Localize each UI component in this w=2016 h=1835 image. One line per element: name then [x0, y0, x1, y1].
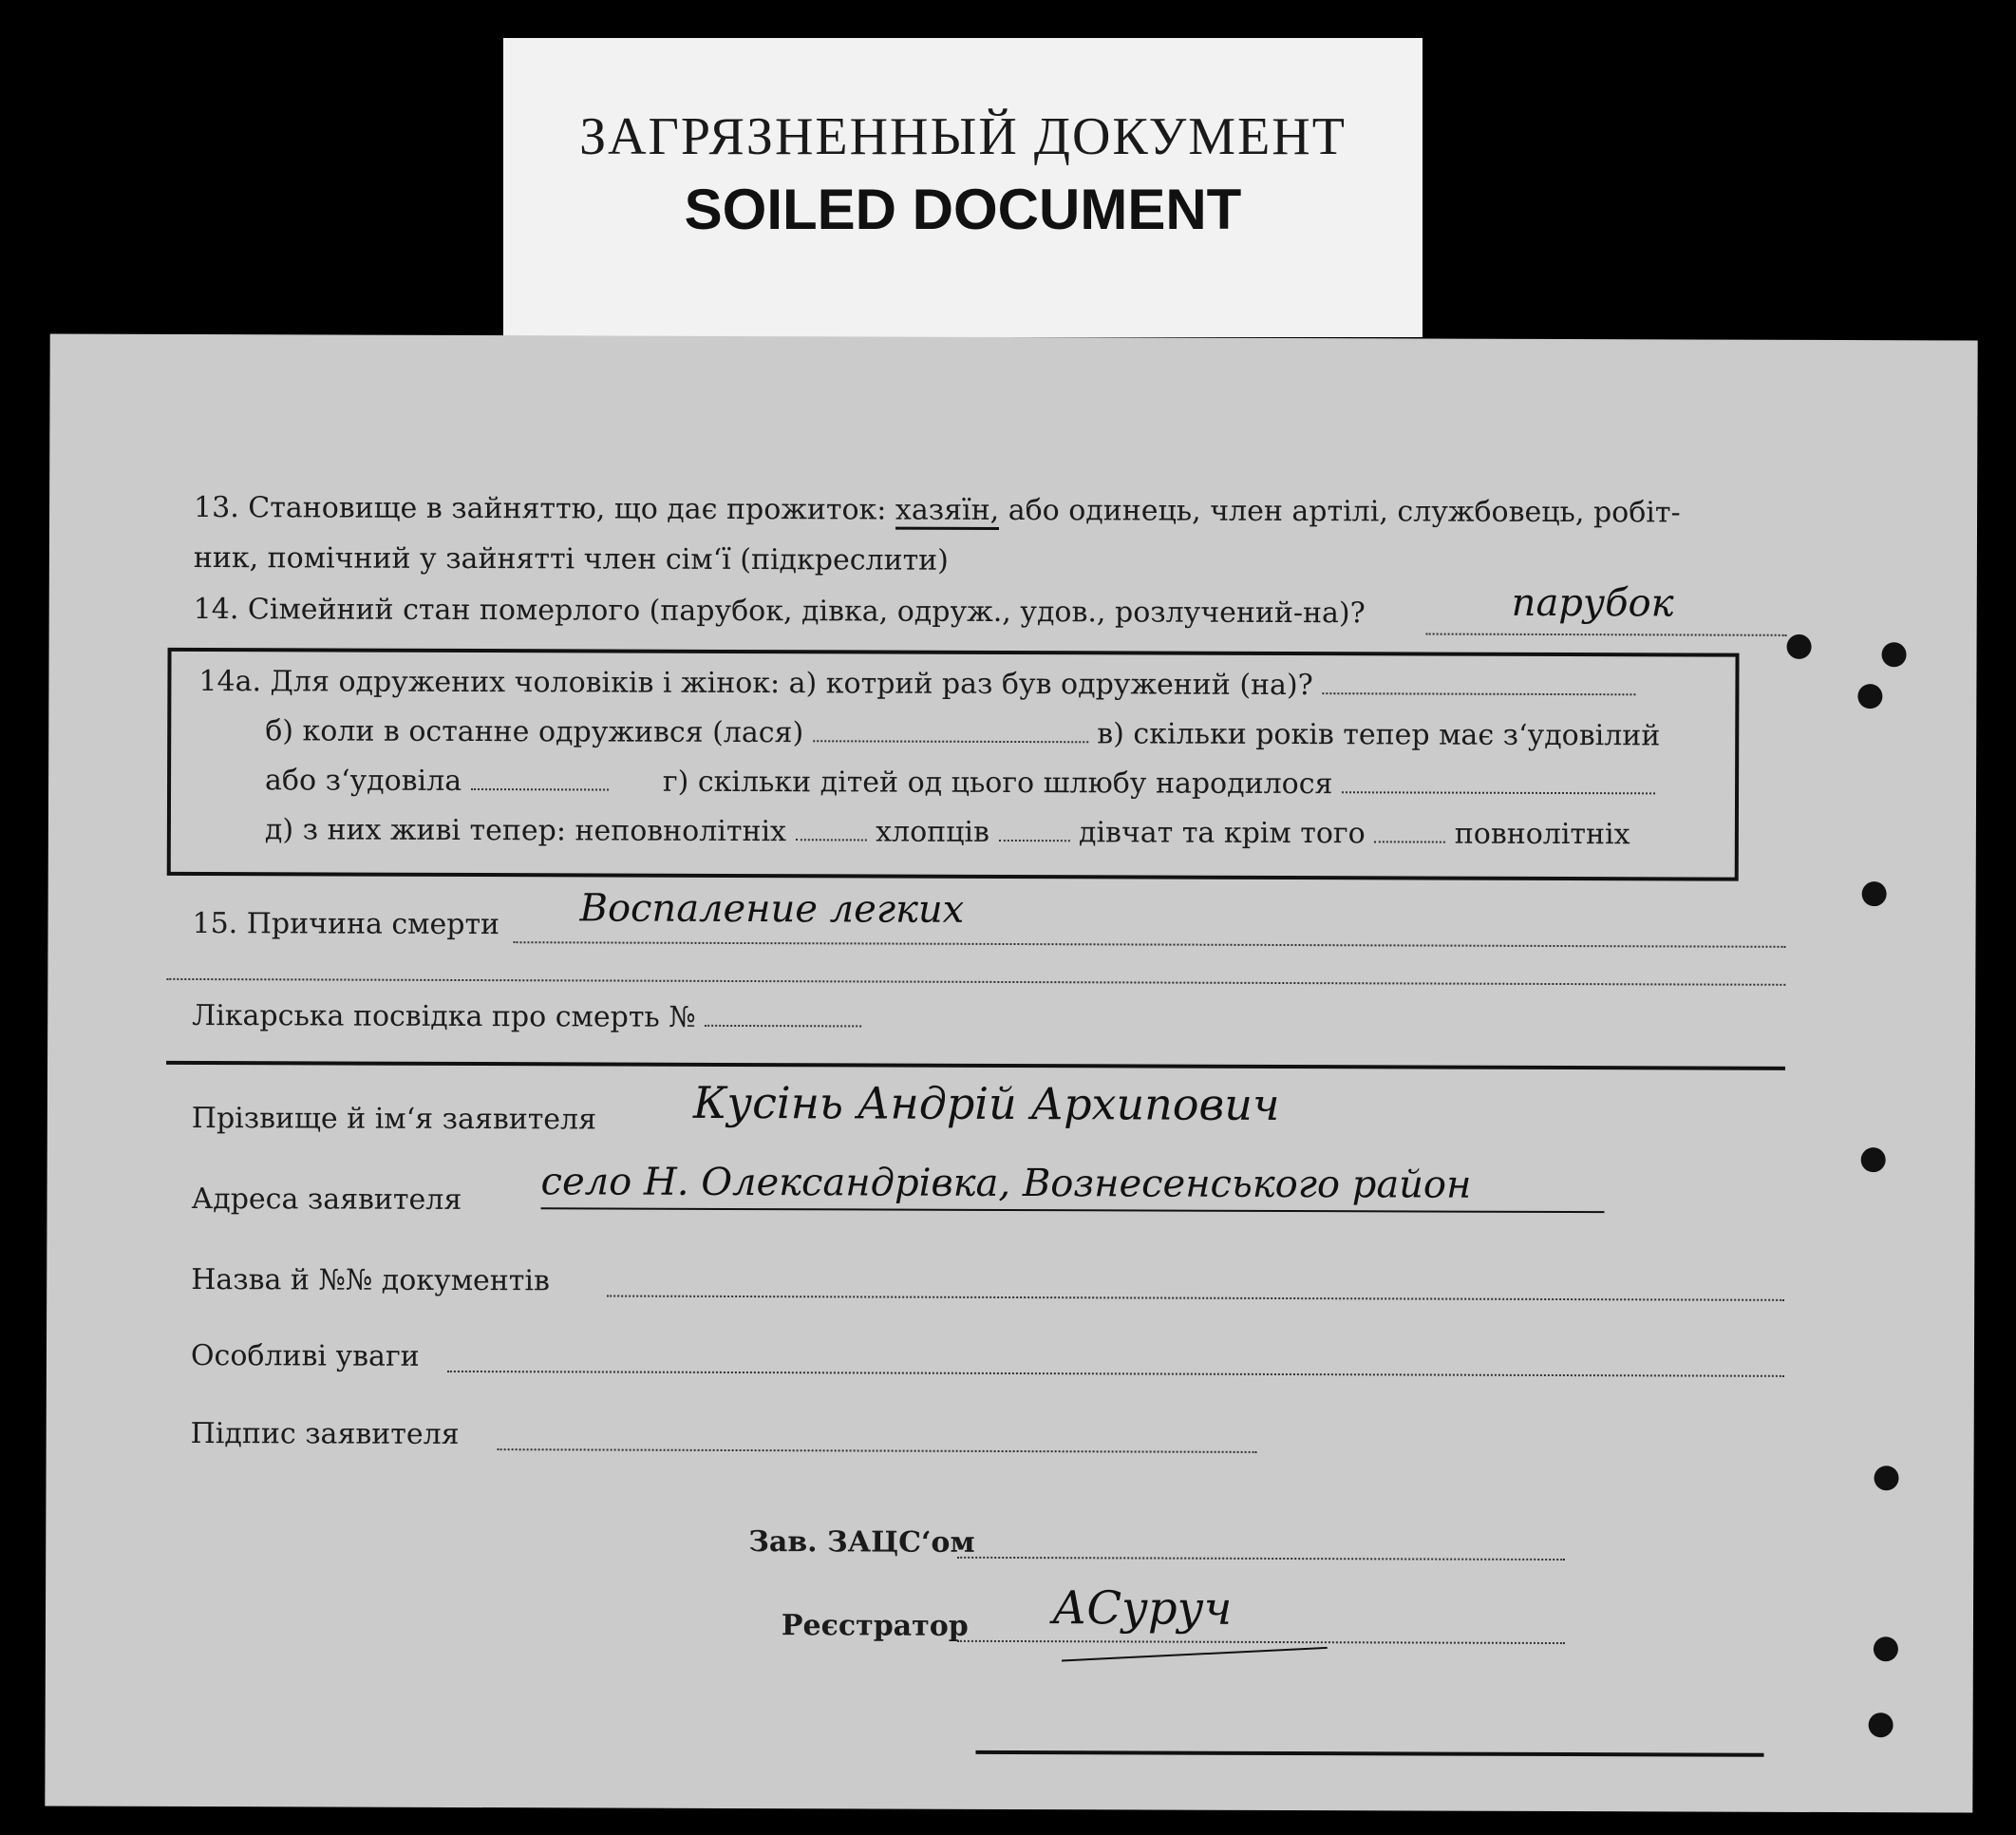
bottom-rule [975, 1750, 1763, 1757]
punch-hole [1861, 1147, 1886, 1172]
label-english: SOILED DOCUMENT [684, 178, 1242, 241]
section-divider [166, 1061, 1785, 1070]
q14-value: парубок [1511, 580, 1674, 626]
registrar-signature: АСуруч [1051, 1581, 1233, 1636]
q14a-line3-a: або з‘удовіла [265, 764, 462, 798]
q14a-line3-fill-b [1342, 782, 1655, 794]
documents-label: Назва й №№ документів [191, 1262, 550, 1298]
q14a-line4-a: д) з них живі тепер: неповнолітніх [264, 813, 787, 849]
punch-hole [1862, 881, 1887, 906]
head-fill [957, 1547, 1565, 1561]
certificate-line [192, 999, 861, 1034]
certificate-fill [705, 1015, 861, 1028]
punch-hole [1857, 684, 1882, 709]
q14a-line4 [265, 813, 1630, 851]
q14a-line2 [265, 714, 1660, 752]
applicant-signature-fill [498, 1439, 1257, 1453]
q14a-line3 [265, 764, 1655, 802]
registrar-signature-stroke [1062, 1647, 1328, 1662]
q15-fill-line-2 [166, 969, 1785, 986]
head-label: Зав. ЗАЦС‘ом [748, 1525, 975, 1560]
form-sheet [45, 333, 1977, 1812]
punch-hole [1869, 1712, 1894, 1737]
certificate-label: Лікарська посвідка про смерть № [192, 998, 696, 1034]
q14a-line2-b: в) скільки років тепер має з‘удовілий [1097, 717, 1661, 753]
q14a-line2-a: б) коли в останне одружився (лася) [265, 714, 804, 750]
q14a-line4-fill-c [1374, 831, 1445, 842]
registrar-fill [957, 1631, 1565, 1644]
notes-fill [447, 1361, 1784, 1377]
q14a-line1-text: 14а. Для одружених чоловіків і жінок: а) котрий раз був одружений (на)? [198, 665, 1313, 703]
applicant-address-label: Адреса заявителя [191, 1182, 462, 1217]
q15-label: 15. Причина смерти [192, 906, 500, 942]
q13-suffix: або одинець, член артілі, службовець, робіт- [1008, 493, 1681, 530]
q14a-line2-fill [813, 730, 1088, 743]
documents-fill [607, 1286, 1784, 1301]
punch-hole [1874, 1636, 1898, 1661]
applicant-name-label: Прізвище й ім‘я заявителя [191, 1101, 597, 1137]
q13-line2: ник, помічний у зайнятті член сім‘ї (підкреслити) [193, 540, 949, 577]
q14a-line4-d: повнолітніх [1454, 817, 1630, 852]
q15-value: Воспаление легких [579, 886, 965, 932]
q14a-line4-b: хлопців [876, 815, 989, 849]
applicant-address-value: село Н. Олександрівка, Вознесенського район [540, 1160, 1472, 1207]
applicant-signature-label: Підпис заявителя [190, 1416, 460, 1451]
q13-underlined-choice: хазяїн, [895, 494, 999, 530]
q14-label: 14. Сімейний стан померлого (парубок, дівка, одруж., удов., розлучений-на)? [193, 592, 1366, 631]
notes-label: Особливі уваги [190, 1338, 420, 1373]
address-underline [540, 1207, 1604, 1213]
q14a-line1-fill [1322, 683, 1635, 695]
q15-fill-line [513, 932, 1785, 948]
q13-line1 [194, 491, 1681, 529]
q14a-line4-c: дівчат та крім того [1078, 816, 1366, 851]
applicant-name-value: Кусінь Андрій Архипович [692, 1076, 1280, 1130]
q13-prefix: 13. Становище в зайняттю, що дає прожиток: [194, 490, 887, 527]
soiled-document-label [503, 38, 1423, 337]
registrar-label: Реєстратор [781, 1609, 969, 1643]
punch-hole [1874, 1466, 1898, 1490]
q14a-line3-fill-a [471, 779, 609, 791]
punch-hole [1881, 642, 1906, 667]
punch-hole [1787, 634, 1812, 659]
q14-fill-line [1426, 624, 1787, 636]
q14a-line3-b: г) скільки дітей од цього шлюбу народилося [662, 765, 1333, 802]
label-russian: ЗАГРЯЗНЕННЫЙ ДОКУМЕНТ [579, 107, 1347, 166]
q14a-line1 [198, 665, 1635, 703]
q14a-line4-fill-b [998, 830, 1069, 842]
q14a-line4-fill-a [796, 829, 867, 841]
